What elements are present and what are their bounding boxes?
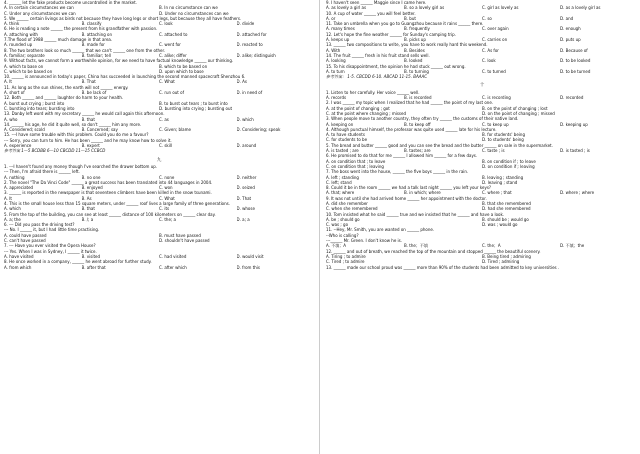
answer-option: A. experience [4, 143, 32, 149]
answer-option: A. It [4, 79, 12, 85]
answer-option: C. left; stand [326, 179, 352, 185]
answer-option: B. that she remembered [482, 200, 531, 206]
answer-option: B. made for [81, 42, 105, 48]
answer-option: D. attached for [236, 31, 267, 37]
answer-option: C. for students to be [326, 137, 368, 143]
answer-option: C. when she remembered [326, 206, 378, 212]
question-text: 5. The bread and butter ______ good and you can see the bread and the butter ______ on sale in the supermarket. [326, 142, 553, 148]
question-text: 12. ______ and out of breath, we reached the top of the mountain and stopped ______ the beautiful scenery. [326, 248, 541, 254]
answer-option: A. many times [326, 26, 355, 32]
answer-option: B. /; a [81, 216, 94, 222]
question-text: 7.The flood of 1988 ______ much damage in that area. [4, 37, 113, 43]
answer-option: A. keeping on [326, 121, 354, 127]
answer-option: C. alike; differ [159, 52, 187, 58]
answer-option: B. is recorded [404, 95, 432, 101]
question-text: 12. Both ______ and ______ laughter do harm to your health. [4, 95, 124, 101]
question-text: 11. --Hey, Mr. Smith, you are wanted on ______ phone. [326, 227, 435, 233]
answer-option: A. at the point of changing ; got [326, 105, 390, 111]
answer-option: A. from which [4, 264, 32, 270]
question-text: 13. ______ made our school proud was ______ more than 90% of the students had been admitted to key universities . [326, 264, 560, 270]
answer-option: D. seized [236, 185, 255, 191]
question-text: 15. To his disappointment, the opinion he had stuck ______ out wrong. [326, 63, 466, 69]
answer-option: A. With [326, 47, 341, 53]
answer-option: B. the；不填 [404, 243, 428, 249]
answer-option: D. to be looked [560, 58, 591, 64]
answer-option: A. Considered; scold [4, 127, 45, 133]
answer-option: C. Under any circumstances we can [4, 10, 76, 16]
question-text: 6. He promised to do that for me ______ I allowed him ______ for a few days. [326, 153, 478, 159]
answer-option: A. 不填；A [326, 243, 346, 249]
answer-option: B. expert [81, 143, 100, 149]
question-text: 7. The boss went into the house, ______ the five boys ______ in the rain. [326, 169, 469, 175]
answer-option: D. on condition if ; leaving [482, 163, 535, 169]
answer-option: A. familiar; separate [4, 52, 45, 58]
answer-option: D. to students' being [482, 137, 524, 143]
answer-option: B. In no circumstance can we [159, 5, 218, 11]
question-text: 6. --- Did you pass the driving test? [4, 222, 75, 228]
answer-option: A. that; where [326, 190, 355, 196]
left-column [4, 0, 314, 454]
question-text: 3. When people move to another country, they often try ______ the customs of their native land. [326, 116, 519, 122]
question-text: 14. The fruit ______ fresh in his fruit stand sells well. [326, 52, 430, 58]
section-heading: 十 [479, 83, 485, 89]
answer-option: D. As [236, 79, 247, 85]
answer-options [326, 243, 638, 248]
question-text: --Who is calling? [326, 232, 359, 238]
answer-option: B. for students' being [482, 132, 525, 138]
answer-option: C. girl as lovely as [482, 5, 519, 11]
answer-option: A. records [326, 95, 347, 101]
answer-option: D. would visit [236, 253, 264, 259]
answer-option: B. that [81, 116, 95, 122]
answer-option: A. is tasted ; are [326, 148, 359, 154]
answer-option: B. on condition if ; to leave [482, 158, 536, 164]
answer-option: C. can't have passed [4, 238, 46, 244]
answer-option: A. to have students [326, 132, 365, 138]
answer-option: B. that [81, 206, 95, 212]
answer-option: D. around [236, 143, 257, 149]
answer-option: C. skill [159, 143, 173, 149]
answer-option: D. bursting into crying ; bursting out [159, 105, 233, 111]
answer-option: D. from this [236, 264, 261, 270]
answer-option: B. to burst out tears ; to burst into [159, 100, 228, 106]
answer-options [326, 5, 638, 10]
answer-option: D. alike; distinguish [236, 52, 276, 58]
answer-option: C. none [159, 174, 175, 180]
answer-option: C. its [159, 206, 170, 212]
answer-option: C. taste ; is [482, 148, 505, 154]
spacer [4, 154, 314, 157]
answer-option: B. looked [404, 58, 423, 64]
answer-option: A. In certain circumstances we can [4, 5, 74, 11]
answer-option: A. on condition that ; to leave [326, 158, 386, 164]
answer-option: D. leaving ; stand [482, 179, 518, 185]
answer-option: C. carries on [482, 37, 508, 43]
question-text: 5. From the top of the building, you can see at least ______ distance of 100 kilometers on ______ clear day. [4, 211, 216, 217]
question-text: 4. ______ let the fake products become uncontrolled in the market. [4, 0, 137, 5]
answer-key: 参考答案： 1-5. CBCDD 6-10. ABCAD 11-15. BAAAC [326, 74, 428, 80]
answer-option: C. run out of [159, 90, 184, 96]
answer-options [326, 137, 638, 142]
answer-option: A. think [4, 21, 20, 27]
answer-option: C. after which [159, 264, 187, 270]
answer-option: C. look [159, 21, 173, 27]
answer-option: B. must have passed [159, 232, 201, 238]
question-text: 3. ______ is reported in the newspaper is that seventeen climbers have been killed in the snow tsunami. [4, 190, 212, 196]
answer-option: A. rounded up [4, 42, 33, 48]
answer-option: C. won [159, 185, 173, 191]
question-text: 10. ______ is announced in today's paper, China has succeeded in launching the second manned spacecraft Shenzhou 6. [4, 74, 246, 80]
answer-option: B. to turning [404, 68, 429, 74]
answer-options [326, 26, 638, 31]
question-text: 4. Although punctual himself, the professor was quite used ______ late for his lecture. [326, 126, 497, 132]
answer-option: B. leaving ; standing [482, 174, 524, 180]
answer-option: A. Tiring ; to admire [326, 253, 366, 259]
question-text: 2. The novel "The Da Vinci Code" ______ a great success has been translated into 44 languages in 2004. [4, 179, 213, 185]
question-text: 14. ______ his age, he did it quite well, so don't ______ him any more. [4, 121, 142, 127]
answer-option: B. so a lovely girl as [404, 5, 445, 11]
answer-option: C. What [159, 195, 175, 201]
answer-option: A. It [4, 195, 12, 201]
answer-option: A. attaching with [4, 31, 38, 37]
answer-option: D. a; a [236, 216, 250, 222]
question-text: 13. Danby left word with my secretary ______ he would call again this afternoon. [4, 111, 165, 117]
question-text: --- Yes. When I was in Sydney, I ______ it twice. [4, 248, 97, 254]
question-text: 13. ______ two compositions to write, you have to work really hard this weekend. [326, 42, 488, 48]
answer-option: A. have visited [4, 253, 34, 259]
answer-option: D. whose [236, 206, 255, 212]
answer-option: B. but [404, 15, 416, 21]
answer-option: C. went for [159, 42, 181, 48]
question-text: 12. Let's hope the fine weather ______ for Sunday's camping trip. [326, 31, 456, 37]
answer-option: A. short of [4, 90, 25, 96]
answer-option: B. visited [81, 253, 101, 259]
answer-option: A. looking [326, 58, 346, 64]
answer-option: D. had she remembered [482, 206, 531, 212]
answer-option: A. or [326, 15, 336, 21]
answer-option: A. appreciated [4, 185, 34, 191]
answer-option: B. which to be based on [159, 63, 208, 69]
answer-option: C. the；A [482, 243, 501, 249]
answer-option: C. Given; blame [159, 127, 191, 133]
answer-option: A. could have passed [4, 232, 47, 238]
answer-option: C. so [482, 15, 492, 21]
answer-option: C. on condition that ; leaving [326, 163, 384, 169]
section-heading: 九 [156, 157, 162, 163]
answer-option: D. Under no circumstances can we [159, 10, 229, 16]
question-text: 4. This is the small house less than 15 square meters, under ______ roof lives a large family of three generations. [4, 200, 231, 206]
answer-option: A. left ; standing [326, 174, 359, 180]
answer-options [326, 259, 638, 264]
answer-option: A. which [4, 206, 21, 212]
answer-option: A. burst out crying ; burst into [4, 100, 65, 106]
question-text: 6. He is reading a note ______ the present from his grandfather with passion. [4, 26, 158, 32]
answer-option: B. to keep off [404, 121, 431, 127]
answer-option: C. As for [482, 47, 499, 53]
answer-option: A. did she remember [326, 200, 368, 206]
answer-option: D. which [236, 116, 254, 122]
answer-option: D. divide [236, 21, 255, 27]
question-text: --- No. I ______ it, but I had little time practising. [4, 227, 100, 233]
question-text: 8. He once worked in a company, ______ he went abroad for further study. [4, 259, 152, 265]
question-text: 15. ---I have some trouble with this problem. Could you do me a favour? [4, 132, 149, 138]
answer-option: A. a; the [4, 216, 21, 222]
question-text: 2. I was ______ my topic when I realized that he had ______ the point of my last one. [326, 100, 494, 106]
answer-option: C. was ; go [326, 222, 349, 228]
answer-option: C. which to be based on [4, 68, 53, 74]
question-text: 1. ---I haven't found any money though I've searched the drawer bottom up. [4, 163, 158, 169]
answer-option: B. As [81, 195, 92, 201]
answer-option: D. is tasted ; is [560, 148, 590, 154]
answer-option: B. That [81, 79, 96, 85]
answer-option: B. on the point of changing ; lost [482, 105, 548, 111]
answer-option: D. where ; where [560, 190, 595, 196]
answer-option: B. familiar; tell [81, 52, 111, 58]
answer-option: C. as [159, 116, 169, 122]
answer-option: C. Tired ; to admire [326, 259, 365, 265]
answer-options [326, 206, 638, 211]
answer-option: D. Because of [560, 47, 588, 53]
answer-option: B. Besides [404, 47, 425, 53]
answer-option: B. Concerned; say [81, 127, 118, 133]
answer-option: B. attaching on [81, 31, 112, 37]
answer-options [326, 190, 638, 195]
answer-option: D. recorded [560, 95, 584, 101]
question-text: 10. Tom insisted what he said ______ true and we insisted that he ______ and have a look. [326, 211, 505, 217]
answer-option: C. over again [482, 26, 509, 32]
answer-option: C. What [159, 79, 175, 85]
answer-option: A. keeps up [326, 37, 350, 43]
answer-option: D. on the point of changing ; missed [482, 110, 555, 116]
answer-option: B. classify [81, 21, 102, 27]
answer-option: B. enjoyed [81, 185, 103, 191]
answer-option: B. picks up [404, 37, 426, 43]
answer-option: D. Considering; speak [236, 127, 281, 133]
answer-option: A. as lovely a girl as [326, 5, 367, 11]
answer-key: 参考答案 1—5 BCDBB 6—10 CBCDD 11—15 CCBCD [4, 148, 106, 154]
answer-options [326, 58, 638, 63]
answer-option: C. at the point where changing ; missed [326, 110, 407, 116]
answer-option: D. neither [236, 174, 257, 180]
answer-option: C. is recording [482, 95, 511, 101]
answer-options [4, 79, 314, 84]
answer-option: A. be ; should go [326, 216, 360, 222]
spacer [326, 79, 638, 82]
answer-option: A. which to base on [4, 63, 44, 69]
answer-option: A. to turn [326, 68, 345, 74]
answer-option: B. tastes; are [404, 148, 431, 154]
answer-option: D. reacted to [236, 42, 263, 48]
answer-option: B. after that [81, 264, 106, 270]
question-text: --- Sorry, you can turn to him. He has been ______ and he may know how to solve it. [4, 137, 172, 143]
answer-option: D. in need of [236, 90, 263, 96]
answer-option: D. Tired ; admiring [482, 259, 520, 265]
answer-option: A. nothing [4, 174, 25, 180]
answer-option: B. should be ; would go [482, 216, 529, 222]
answer-option: C. had visited [159, 253, 187, 259]
question-text: 10. A cup of water ______ you will feel better. [326, 10, 416, 16]
question-text: 7. --- Have you ever visited the Opera House? [4, 243, 96, 249]
question-text: 11. Take an umbrella when you go to Guangzhou because it rains ______ there. [326, 21, 484, 27]
question-text: 9. Without facts, we cannot form a worthwhile opinion, for we need to have factual knowledge ______ our thinking. [4, 58, 234, 64]
question-text: 5. We ______ certain livings as birds not because they have long legs or short legs, but because they all have feathers. [4, 15, 242, 21]
answer-option: D. puts up [560, 37, 581, 43]
question-text: 9. I haven't seen ______ Maggie since I came here. [326, 0, 427, 5]
answer-options [4, 206, 314, 211]
answer-option: D. to be turned [560, 68, 591, 74]
question-text: 8. The two brothers look so much ______ that we can't ______ one from the other. [4, 47, 166, 53]
answer-option: C. attached to [159, 31, 188, 37]
answer-option: C. to turned [482, 68, 506, 74]
answer-option: C. the; a [159, 216, 176, 222]
question-text: 11. As long as the sun shines, the earth will not ______ energy. [4, 84, 129, 90]
answer-option: B. frequently [404, 26, 430, 32]
column-divider [319, 0, 320, 454]
question-text: 1. Listen to her carefully. Her voice ______ well. [326, 89, 420, 95]
answer-option: C. where ; that [482, 190, 512, 196]
answer-option: A. who [4, 116, 18, 122]
answer-option: B. no one [81, 174, 101, 180]
answer-option: D. as a lovely girl as [560, 5, 601, 11]
answer-option: D. keeping up [560, 121, 588, 127]
question-text: ---______ Mr. Green. I don't know he is. [326, 238, 403, 244]
answer-option: D. shouldn't have passed [159, 238, 210, 244]
answer-option: D. and [560, 15, 574, 21]
answer-option: B. Being tired ; admiring [482, 253, 531, 259]
answer-option: D. upon which to base [159, 68, 204, 74]
answer-option: D. enough [560, 26, 581, 32]
answer-option: C. to keep up [482, 121, 509, 127]
answer-options [4, 42, 314, 47]
answer-option: B. in which; where [404, 190, 441, 196]
question-text: --- Then, I'm afraid there is ______ left. [4, 169, 80, 175]
answer-option: B. be lack of [81, 90, 107, 96]
answer-option: C. look [482, 58, 496, 64]
question-text: 9. It was not until she had arrived home ______ her appointment with the doctor. [326, 195, 487, 201]
answer-option: D. was ; would go [482, 222, 518, 228]
answer-option: D. That [236, 195, 252, 201]
answer-option: D. 不填；the [560, 243, 585, 249]
answer-option: C. bursting into tears; bursting into [4, 105, 75, 111]
right-column [326, 0, 638, 454]
answer-options [4, 265, 314, 270]
question-text: 8. Could it be in the room ______ we had a talk last night ______ you left your keys? [326, 185, 492, 191]
